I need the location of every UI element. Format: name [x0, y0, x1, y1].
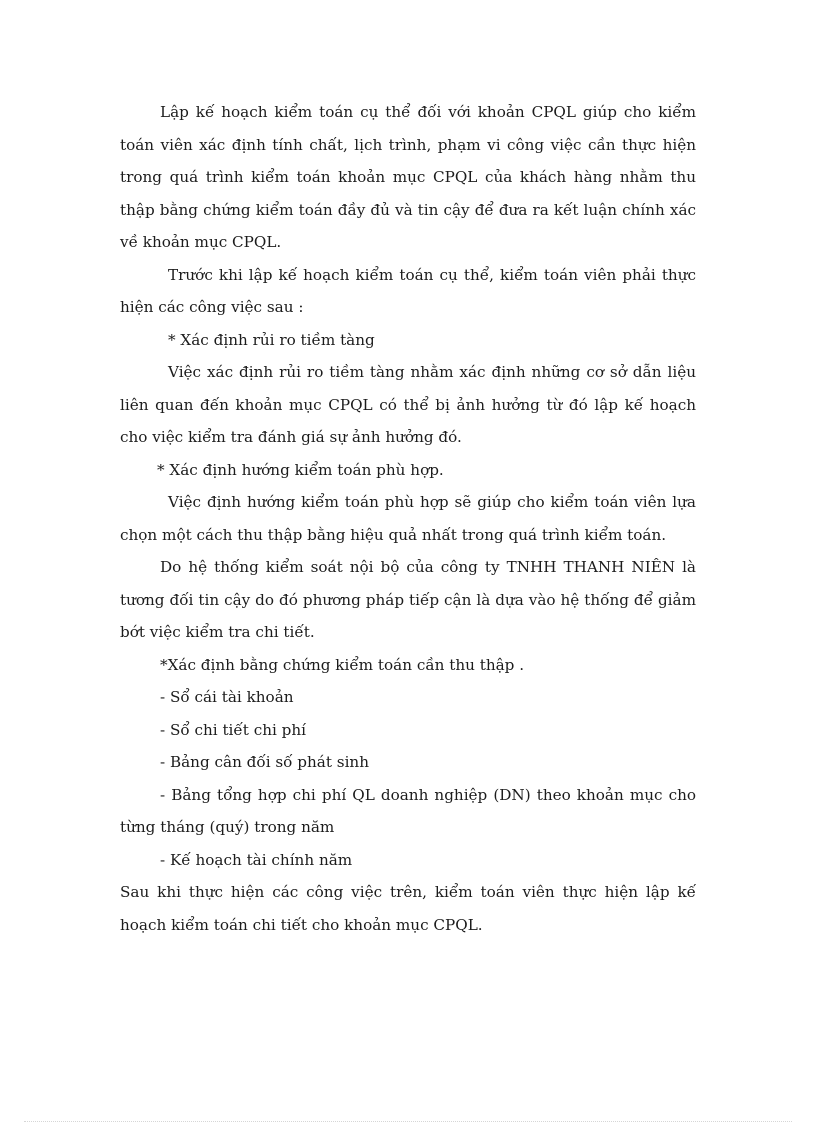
list-item: - Bảng cân đối số phát sinh — [160, 753, 369, 771]
list-item: - Sổ chi tiết chi phí — [160, 720, 307, 739]
paragraph-prerequisites: Trước khi lập kế hoạch kiểm toán cụ thể, kiểm toán viên phải thực hiện các công việc sau : — [120, 265, 696, 316]
paragraph-audit-direction: Việc định hướng kiểm toán phù hợp sẽ giúp cho kiểm toán viên lựa chọn một cách thu thập bằng hiệu quả nhất trong quá trình kiểm toán. — [120, 493, 696, 544]
list-item: - Sổ cái tài khoản — [160, 688, 294, 706]
paragraph-intro: Lập kế hoạch kiểm toán cụ thể đối với khoản CPQL giúp cho kiểm toán viên xác định tính chất, lịch trình, phạm vi công việc cần thực hiện trong quá trình kiểm toán khoản mục CPQL của khách hàng nhằm thu thập bằng chứng kiểm toán đầy đủ và tin cậy để đưa ra kết luận chính xác về khoản mục CPQL. — [120, 103, 696, 251]
document-body — [120, 96, 696, 941]
list-item: - Kế hoạch tài chính năm — [160, 850, 353, 869]
paragraph-conclusion: Sau khi thực hiện các công việc trên, kiểm toán viên thực hiện lập kế hoạch kiểm toán chi tiết cho khoản mục CPQL. — [120, 883, 696, 934]
page-bottom-divider — [24, 1121, 792, 1122]
heading-audit-direction: * Xác định hướng kiểm toán phù hợp. — [157, 460, 444, 479]
list-item: - Bảng tổng hợp chi phí QL doanh nghiệp (DN) theo khoản mục cho từng tháng (quý) trong năm — [120, 785, 696, 836]
paragraph-inherent-risk: Việc xác định rủi ro tiềm tàng nhằm xác định những cơ sở dẫn liệu liên quan đến khoản mục CPQL có thể bị ảnh hưởng từ đó lập kế hoạch cho việc kiểm tra đánh giá sự ảnh hưởng đó. — [120, 363, 696, 446]
heading-inherent-risk: * Xác định rủi ro tiềm tàng — [168, 330, 375, 349]
paragraph-internal-control: Do hệ thống kiểm soát nội bộ của công ty TNHH THANH NIÊN là tương đối tin cậy do đó phương pháp tiếp cận là dựa vào hệ thống để giảm bớt việc kiểm tra chi tiết. — [120, 558, 696, 641]
heading-audit-evidence: *Xác định bằng chứng kiểm toán cần thu thập . — [160, 655, 525, 674]
